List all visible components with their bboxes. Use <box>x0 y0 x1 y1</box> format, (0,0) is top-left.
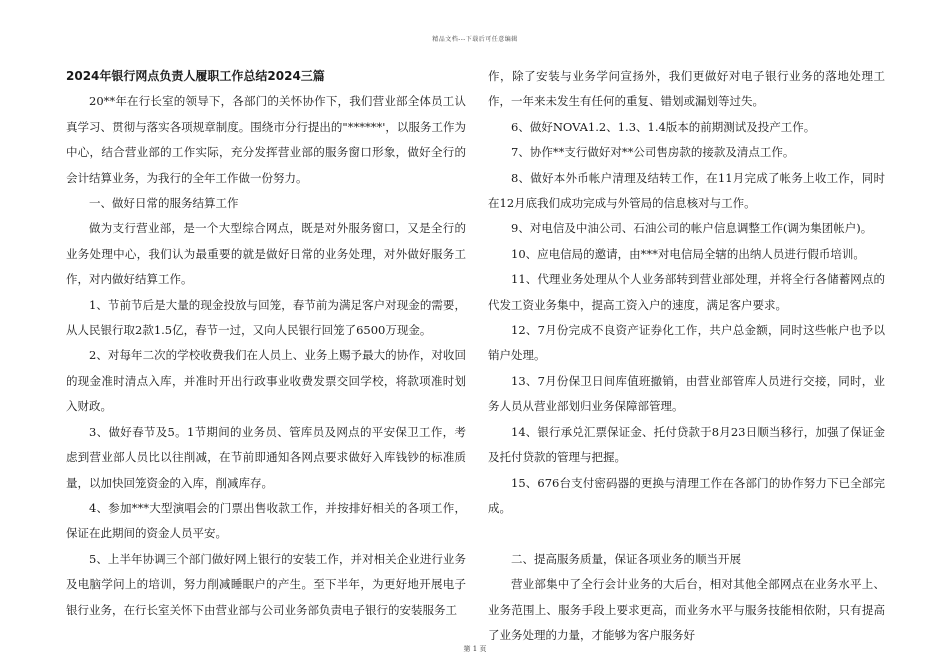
list-item: 1、节前节后是大量的现金投放与回笼，春节前为满足客户对现金的需要，从人民银行取2款1.5亿，春节一过，又向人民银行回笼了6500万现金。 <box>66 297 466 338</box>
list-item: 15、676台支付密码器的更换与清理工作在各部门的协作努力下已全部完成。 <box>488 475 885 515</box>
blank-line <box>488 521 885 546</box>
paragraph-intro: 20**年在行长室的领导下，各部门的关怀协作下，我们营业部全体员工认真学习、贯彻与落实各项规章制度。围绕市分行提出的"******'，以服务工作为中心，结合营业部的工作实际，充分发挥营业部的服务窗口形象，做好全行的会计结算业务，为我行的全年工作做一份努力。 <box>66 94 466 185</box>
list-item: 3、做好春节及5。1节期间的业务员、管库员及网点的平安保卫工作，考虑到营业部人员比以往削减，在节前即通知各网点要求做好入库钱钞的标准质量，以加快回笼资金的入库，削减库存。 <box>66 424 466 490</box>
list-item: 12、7月份完成不良资产证券化工作，共户总金额，同时这些帐户也予以销户处理。 <box>488 323 885 363</box>
list-item: 8、做好本外币帐户清理及结转工作，在11月完成了帐务上收工作，同时在12月底我们成功完成与外管局的信息核对与工作。 <box>488 170 885 211</box>
left-column <box>66 64 466 623</box>
list-item: 14、银行承兑汇票保证金、托付贷款于8月23日顺当移行，加强了保证金及托付贷款的管理与把握。 <box>488 424 885 465</box>
paragraph-continuation: 作，除了安装与业务学问宣扬外，我们更做好对电子银行业务的落地处理工作，一年来未发生有任何的重复、错划或漏划等过失。 <box>488 69 885 109</box>
section-heading-2: 二、提高服务质量，保证各项业务的顺当开展 <box>511 551 741 566</box>
list-item: 4、参加***大型演唱会的门票出售收款工作，并按排好相关的各项工作，保证在此期间的资金人员平安。 <box>66 500 466 541</box>
list-item: 2、对每年二次的学校收费我们在人员上、业务上赐予最大的协作，对收回的现金准时清点入库，并准时开出行政事业收费发票交回学校，将款项准时划入财政。 <box>66 348 466 414</box>
list-item: 13、7月份保卫日间库值班撤销，由营业部管库人员进行交接，同时，业务人员从营业部划归业务保障部管理。 <box>488 373 885 414</box>
list-item: 11、代理业务处理从个人业务部转到营业部处理，并将全行各储蓄网点的代发工资业务集中，提高工资入户的速度，满足客户要求。 <box>488 272 885 312</box>
list-item: 9、对电信及中油公司、石油公司的帐户信息调整工作(调为集团帐户)。 <box>511 221 873 236</box>
page-number: 第 1 页 <box>463 645 487 653</box>
list-item: 10、应电信局的邀请，由***对电信局全辖的出纳人员进行假币培训。 <box>511 246 865 261</box>
document-title: 2024年银行网点负责人履职工作总结2024三篇 <box>66 69 325 83</box>
page-header: 精品文档---下载后可任意编辑 <box>432 36 518 43</box>
paragraph: 营业部集中了全行会计业务的大后台，相对其他全部网点在业务水平上、业务范围上、服务手段上要求更高，而业务水平与服务技能相依附，只有提高了业务处理的力量，才能够为客户服务好 <box>488 577 885 642</box>
list-item: 7、协作**支行做好对**公司售房款的接款及清点工作。 <box>511 145 795 160</box>
list-item: 6、做好NOVA1.2、1.3、1.4版本的前期测试及投产工作。 <box>511 119 816 134</box>
list-item: 5、上半年协调三个部门做好网上银行的安装工作，并对相关企业进行业务及电脑学问上的培训，努力削减睡眠户的产生。至下半年，为更好地开展电子银行业务，在行长室关怀下由营业部与公司业务部负责电子银行的安装服务工 <box>66 551 466 617</box>
section-heading-1: 一、做好日常的服务结算工作 <box>89 196 239 211</box>
paragraph: 做为支行营业部，是一个大型综合网点，既是对外服务窗口，又是全行的业务处理中心，我们认为最重要的就是做好日常的业务处理，对外做好服务工作，对内做好结算工作。 <box>66 221 466 287</box>
right-column <box>488 64 885 648</box>
